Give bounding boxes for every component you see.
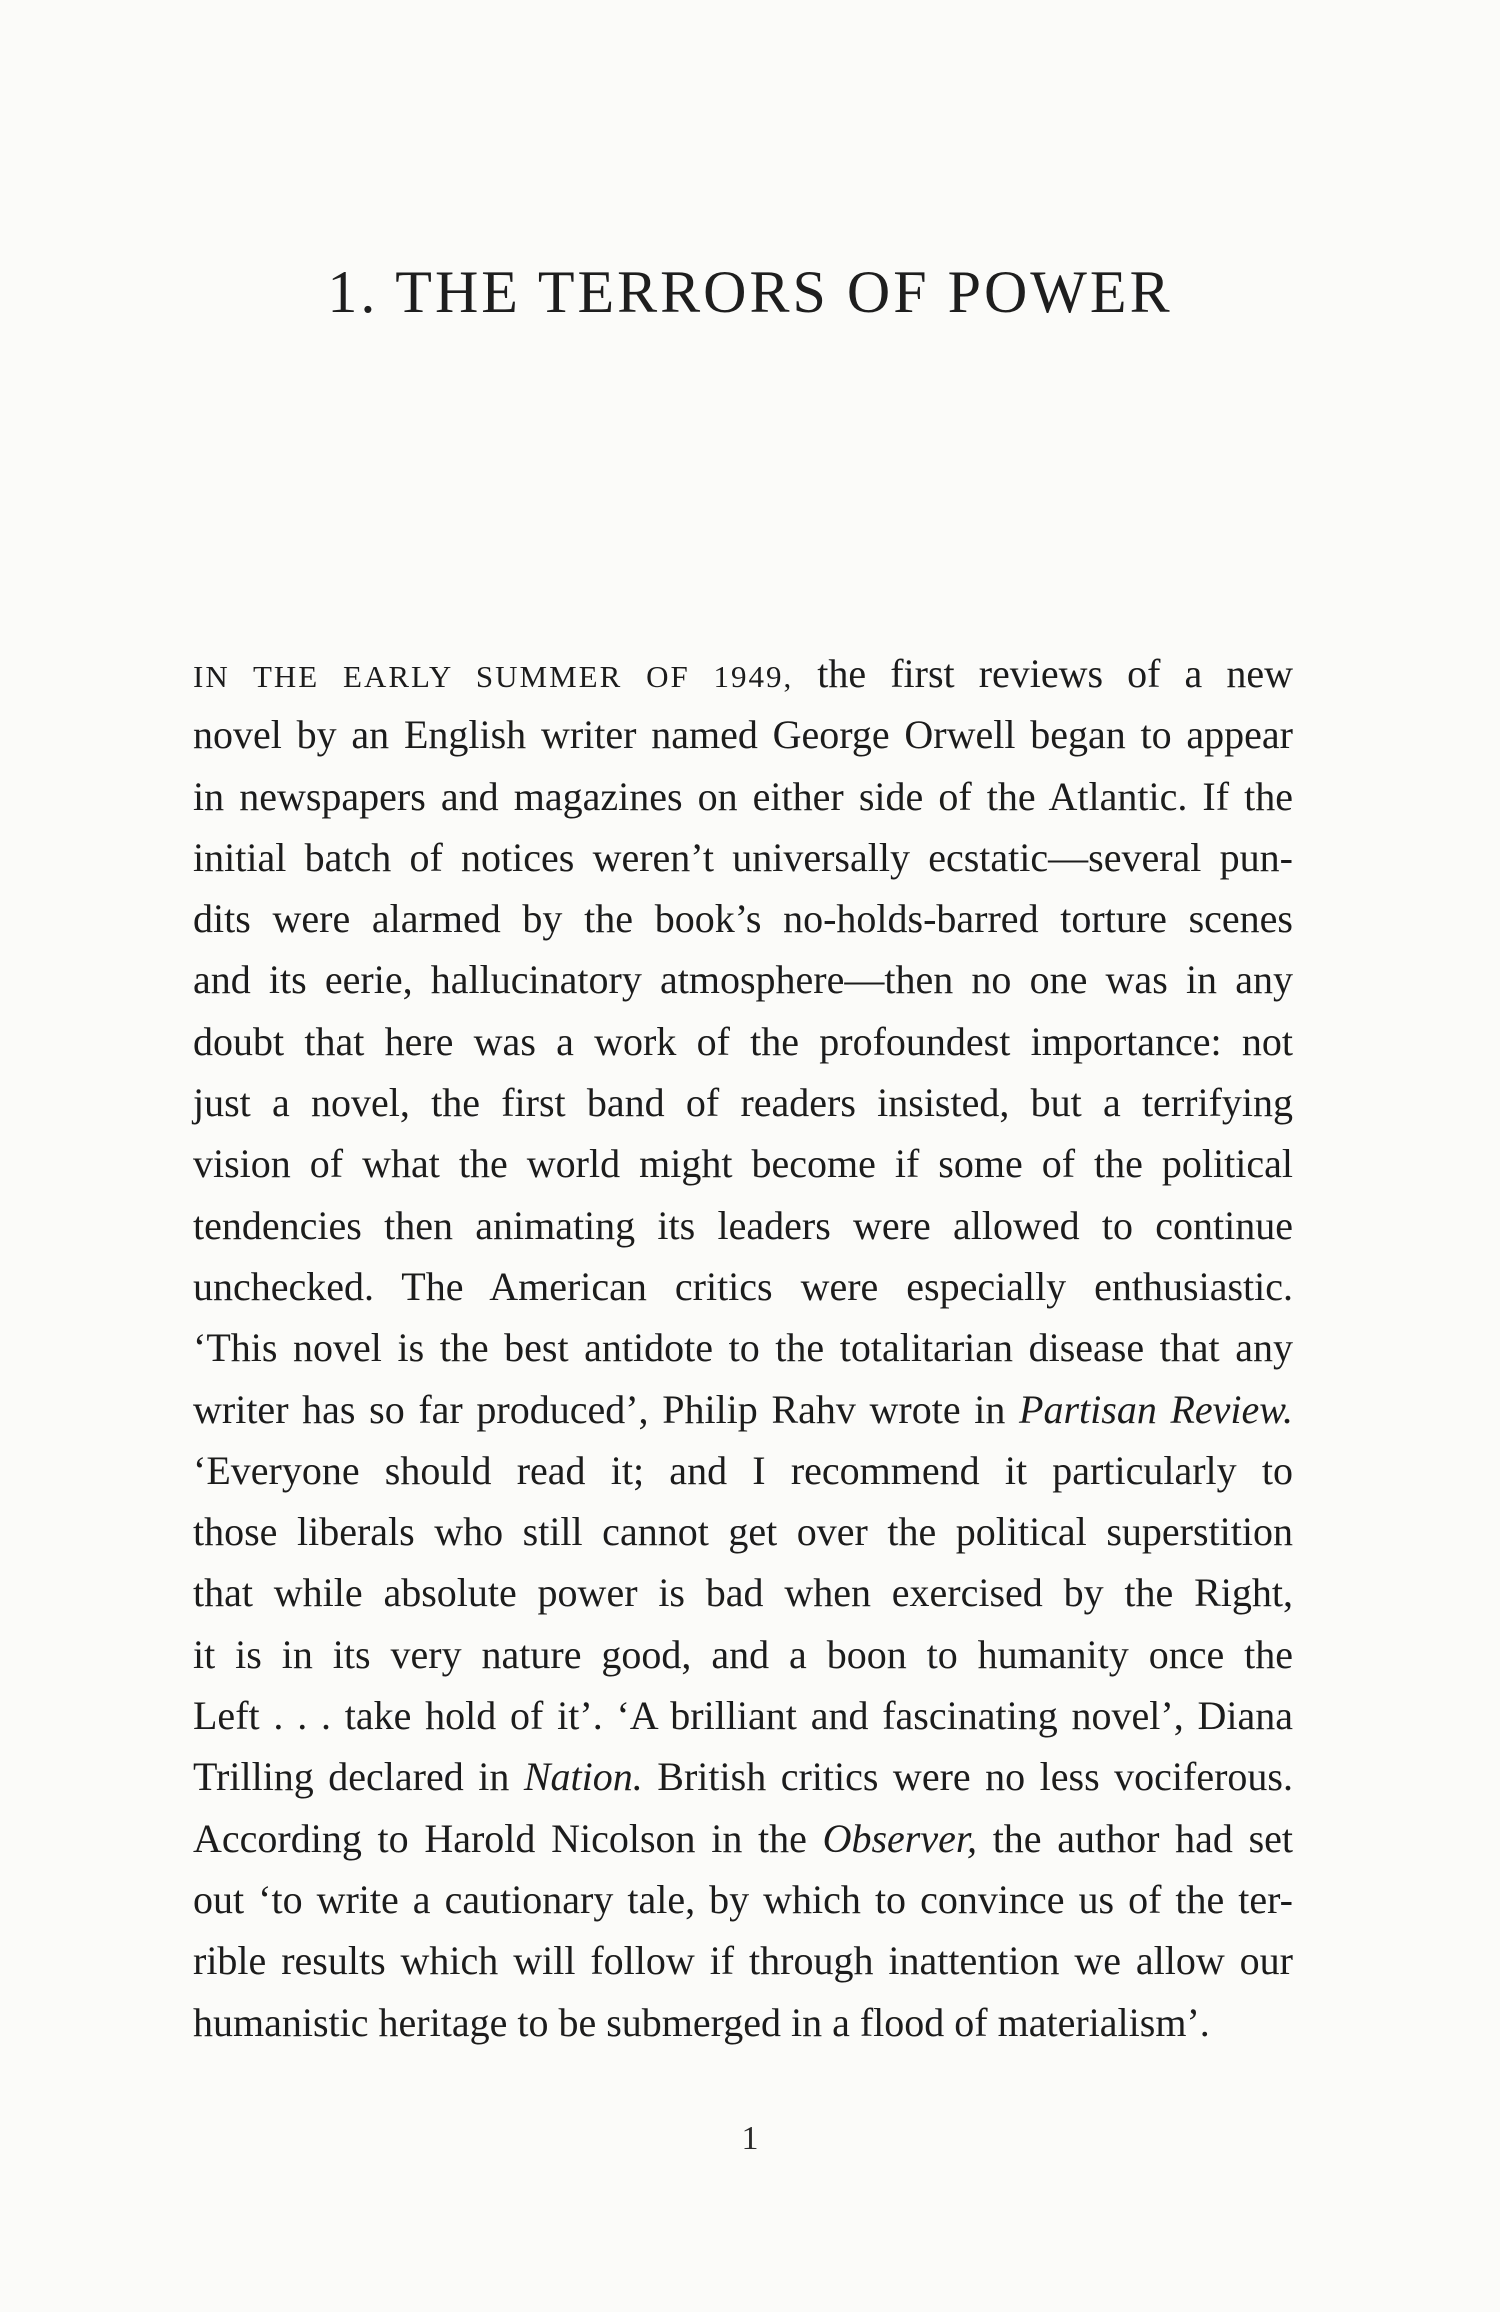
opening-small-caps: IN THE EARLY SUMMER OF 1949, xyxy=(193,659,794,694)
publication-title: Observer, xyxy=(822,1815,977,1861)
text-line: Trilling declared in Nation. British critics were no less vociferous. xyxy=(193,1754,1293,1800)
page-number: 1 xyxy=(741,2120,759,2157)
text-line: out ‘to write a cautionary tale, by which to convince us of the ter- xyxy=(193,1876,1293,1922)
text-line: just a novel, the first band of readers insisted, but a terrifying xyxy=(193,1080,1293,1126)
text-line: vision of what the world might become if some of the political xyxy=(193,1141,1293,1187)
text-line: in newspapers and magazines on either side of the Atlantic. If the xyxy=(193,773,1293,819)
text-line: initial batch of notices weren’t universally ecstatic—several pun- xyxy=(193,834,1293,880)
text-line: unchecked. The American critics were especially enthusiastic. xyxy=(193,1263,1293,1309)
text-line: writer has so far produced’, Philip Rahv wrote in Partisan Review. xyxy=(193,1386,1293,1432)
text-line: Left . . . take hold of it’. ‘A brilliant and fascinating novel’, Diana xyxy=(193,1693,1293,1739)
text-line: According to Harold Nicolson in the Observer, the author had set xyxy=(193,1815,1293,1861)
text-line: it is in its very nature good, and a boon to humanity once the xyxy=(193,1631,1293,1677)
text-line: that while absolute power is bad when exercised by the Right, xyxy=(193,1570,1293,1616)
text-line: dits were alarmed by the book’s no-holds-barred torture scenes xyxy=(193,896,1293,942)
text-line: rible results which will follow if through inattention we allow our xyxy=(193,1938,1293,1984)
chapter-title: 1. THE TERRORS OF POWER xyxy=(327,259,1173,325)
publication-title: Nation. xyxy=(523,1754,643,1800)
text-line: novel by an English writer named George Orwell began to appear xyxy=(193,712,1293,758)
publication-title: Partisan Review. xyxy=(1019,1386,1293,1432)
text-line: doubt that here was a work of the profoundest importance: not xyxy=(193,1018,1293,1064)
text-line: and its eerie, hallucinatory atmosphere—then no one was in any xyxy=(193,957,1293,1003)
text-line: ‘This novel is the best antidote to the totalitarian disease that any xyxy=(193,1325,1293,1371)
body-paragraph xyxy=(193,643,1293,2053)
text-line: those liberals who still cannot get over the political superstition xyxy=(193,1509,1293,1555)
text-line: IN THE EARLY SUMMER OF 1949, the first reviews of a new xyxy=(193,651,1293,696)
text-line: ‘Everyone should read it; and I recommend it particularly to xyxy=(193,1447,1293,1493)
text-line: humanistic heritage to be submerged in a flood of materialism’. xyxy=(193,1999,1210,2045)
text-line: tendencies then animating its leaders were allowed to continue xyxy=(193,1202,1293,1248)
